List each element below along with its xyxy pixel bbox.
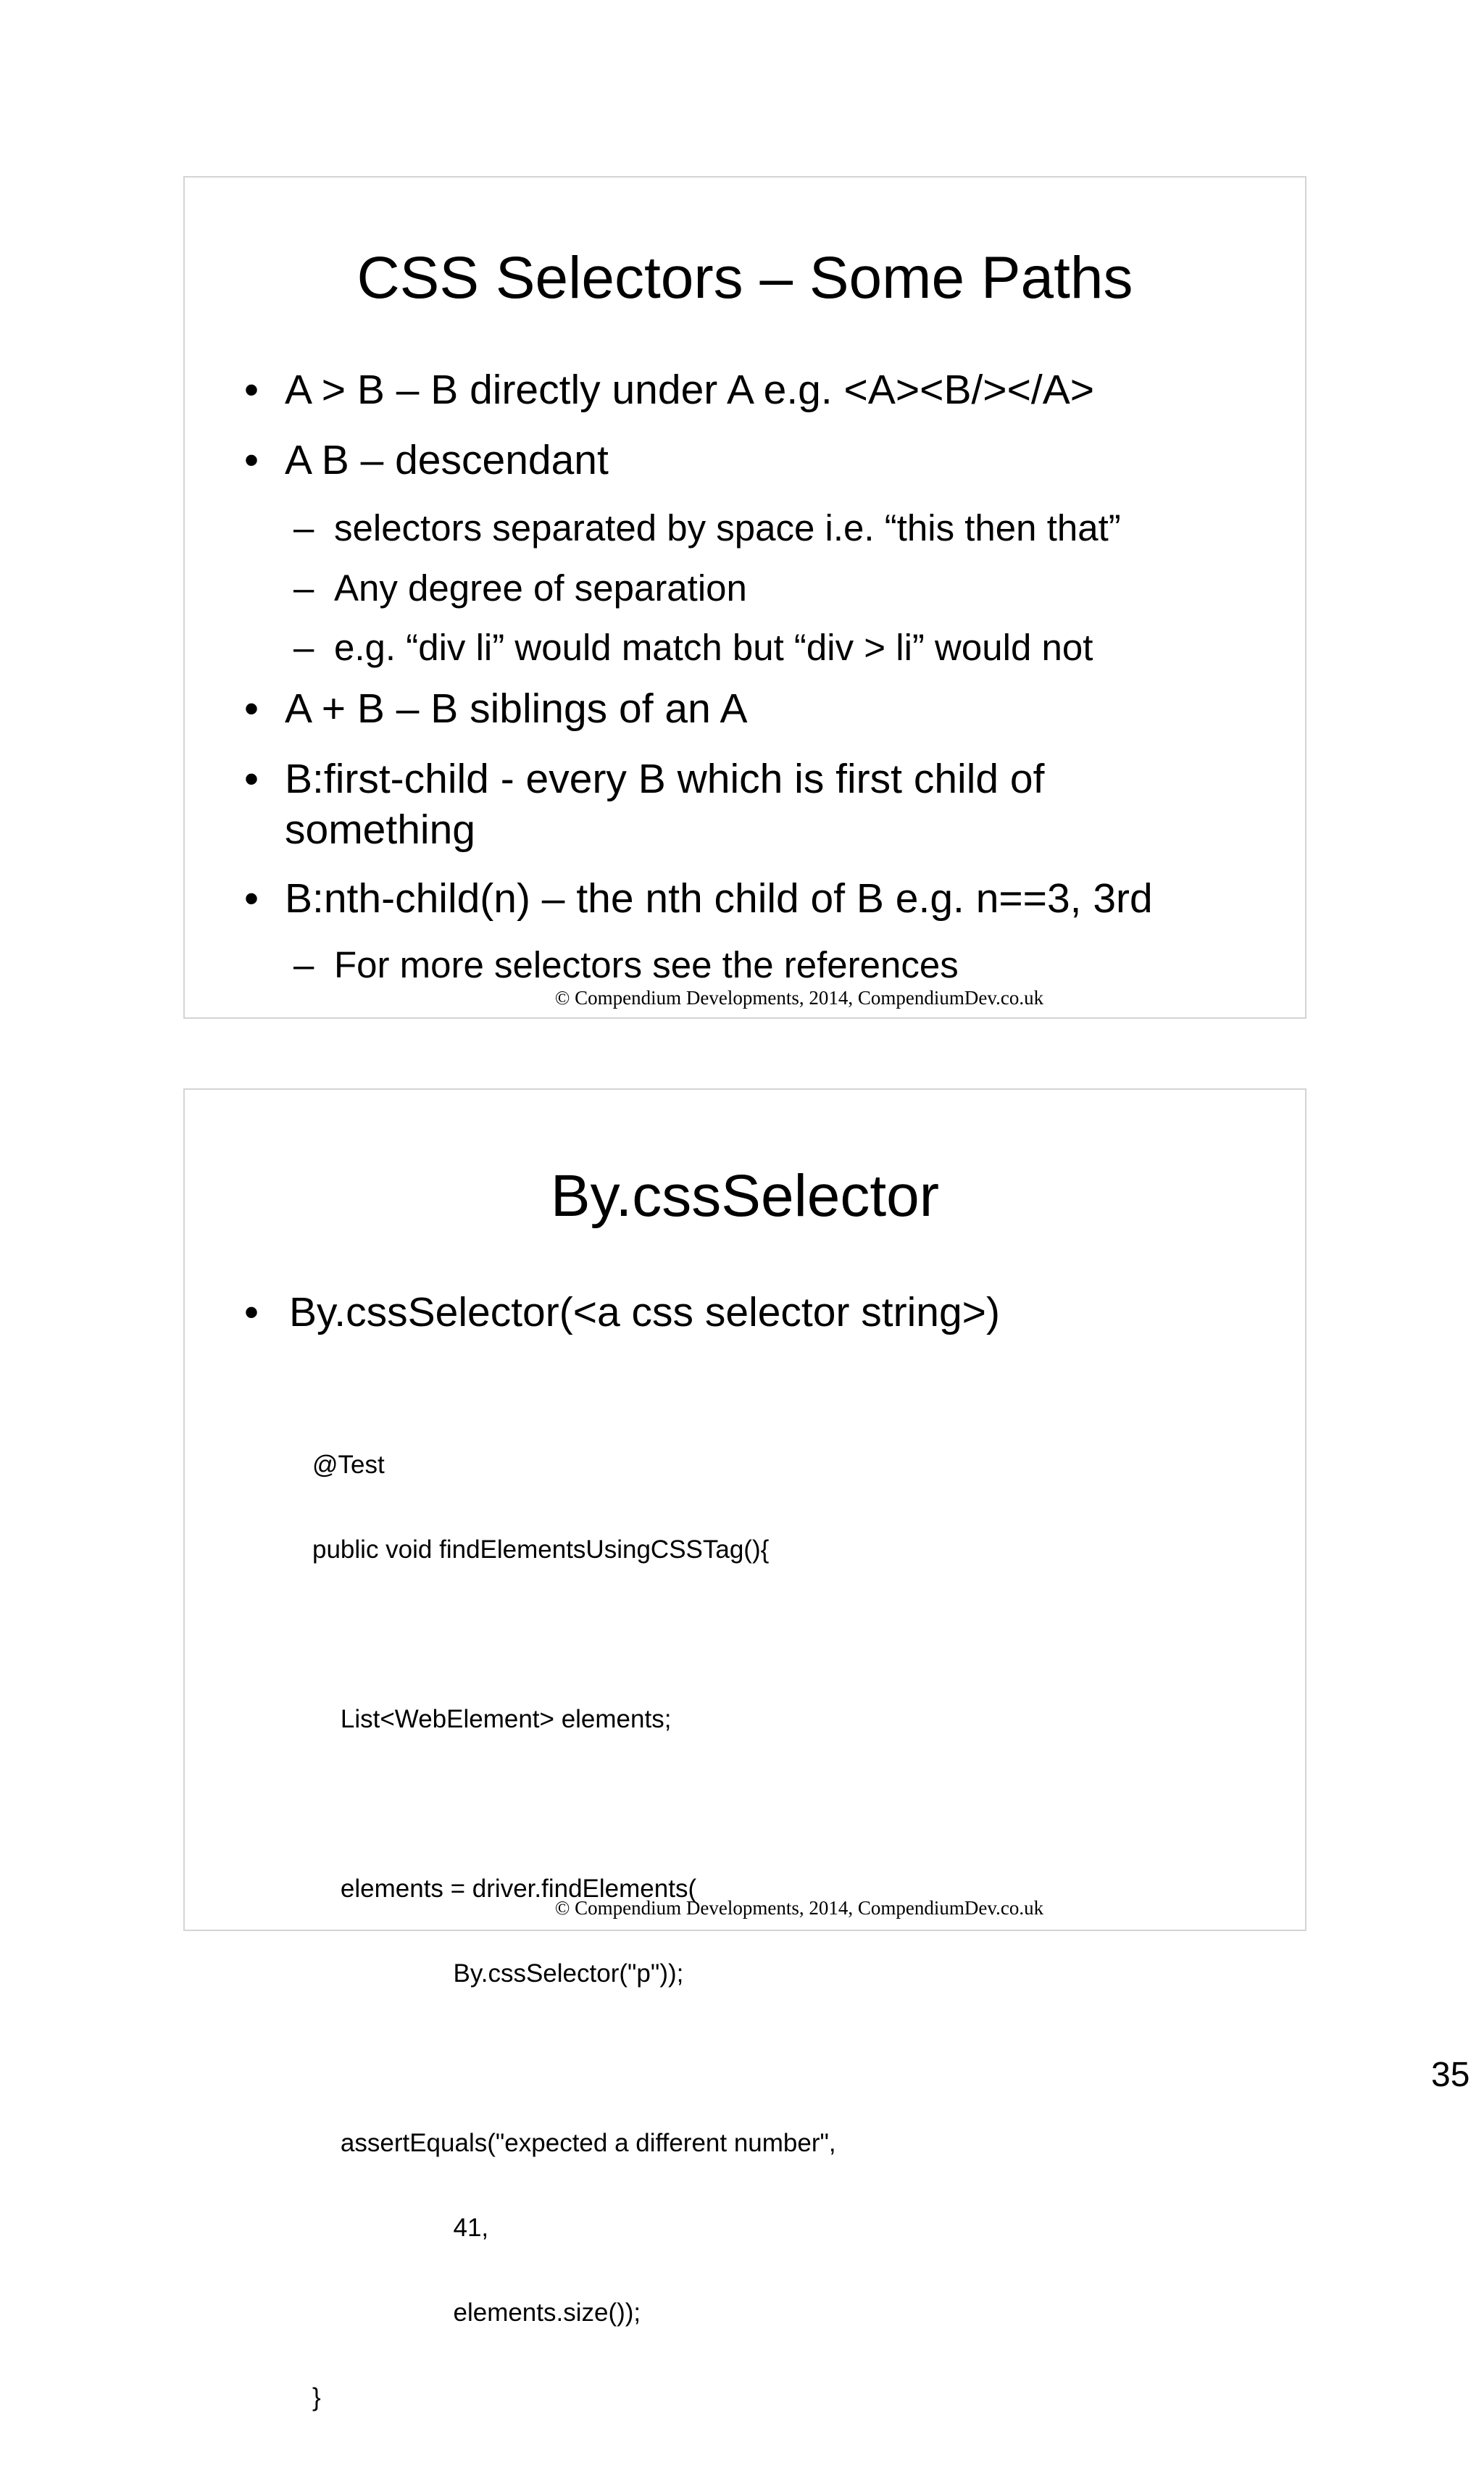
dash-icon: – xyxy=(293,567,314,609)
bullet-icon: • xyxy=(244,1289,259,1335)
slide-title: CSS Selectors – Some Paths xyxy=(357,245,1133,311)
code-line: List<WebElement> elements; xyxy=(312,1705,672,1733)
bullet-text: B:first-child - every B which is first child of xyxy=(285,756,1045,802)
bullet-icon: • xyxy=(244,367,259,413)
sub-bullet-text: e.g. “div li” would match but “div > li” would not xyxy=(334,627,1093,668)
sub-bullet-text: Any degree of separation xyxy=(334,567,747,609)
dash-icon: – xyxy=(293,507,314,549)
page-number: 35 xyxy=(1431,2056,1470,2094)
bullet-icon: • xyxy=(244,685,259,732)
code-line: public void findElementsUsingCSSTag(){ xyxy=(312,1535,770,1564)
bullet-icon: • xyxy=(244,437,259,483)
slide-title: By.cssSelector xyxy=(550,1163,940,1229)
bullet-text: A > B – B directly under A e.g. <A><B/></A> xyxy=(285,367,1095,413)
bullet-text: A + B – B siblings of an A xyxy=(285,685,748,732)
slide-css-selectors-some-paths xyxy=(183,176,1306,1019)
code-line: assertEquals("expected a different number", xyxy=(312,2129,836,2157)
code-line: } xyxy=(312,2383,321,2411)
slide-footer: © Compendium Developments, 2014, CompendiumDev.co.uk xyxy=(554,1897,1044,1919)
sub-bullet-text: selectors separated by space i.e. “this then that” xyxy=(334,507,1121,549)
bullet-icon: • xyxy=(244,875,259,922)
code-line xyxy=(312,2044,836,2072)
dash-icon: – xyxy=(293,627,314,668)
code-line: elements.size()); xyxy=(312,2298,641,2327)
code-line: 41, xyxy=(312,2214,489,2242)
code-line: @Test xyxy=(312,1451,385,1479)
code-line xyxy=(312,1790,836,1818)
code-line xyxy=(312,1620,836,1648)
sub-bullet-text: For more selectors see the references xyxy=(334,944,959,985)
bullet-text: B:nth-child(n) – the nth child of B e.g. n==3, 3rd xyxy=(285,875,1153,922)
dash-icon: – xyxy=(293,944,314,985)
slide-footer: © Compendium Developments, 2014, CompendiumDev.co.uk xyxy=(554,987,1044,1009)
code-block xyxy=(312,1394,836,2468)
slide-by-css-selector xyxy=(183,1088,1306,2411)
bullet-icon: • xyxy=(244,756,259,802)
bullet-text: By.cssSelector(<a css selector string>) xyxy=(289,1289,1000,1335)
code-line: elements = driver.findElements( xyxy=(312,1875,697,1903)
bullet-text: A B – descendant xyxy=(285,437,609,483)
bullet-text: something xyxy=(285,806,475,853)
code-line: By.cssSelector("p")); xyxy=(312,1959,684,1988)
